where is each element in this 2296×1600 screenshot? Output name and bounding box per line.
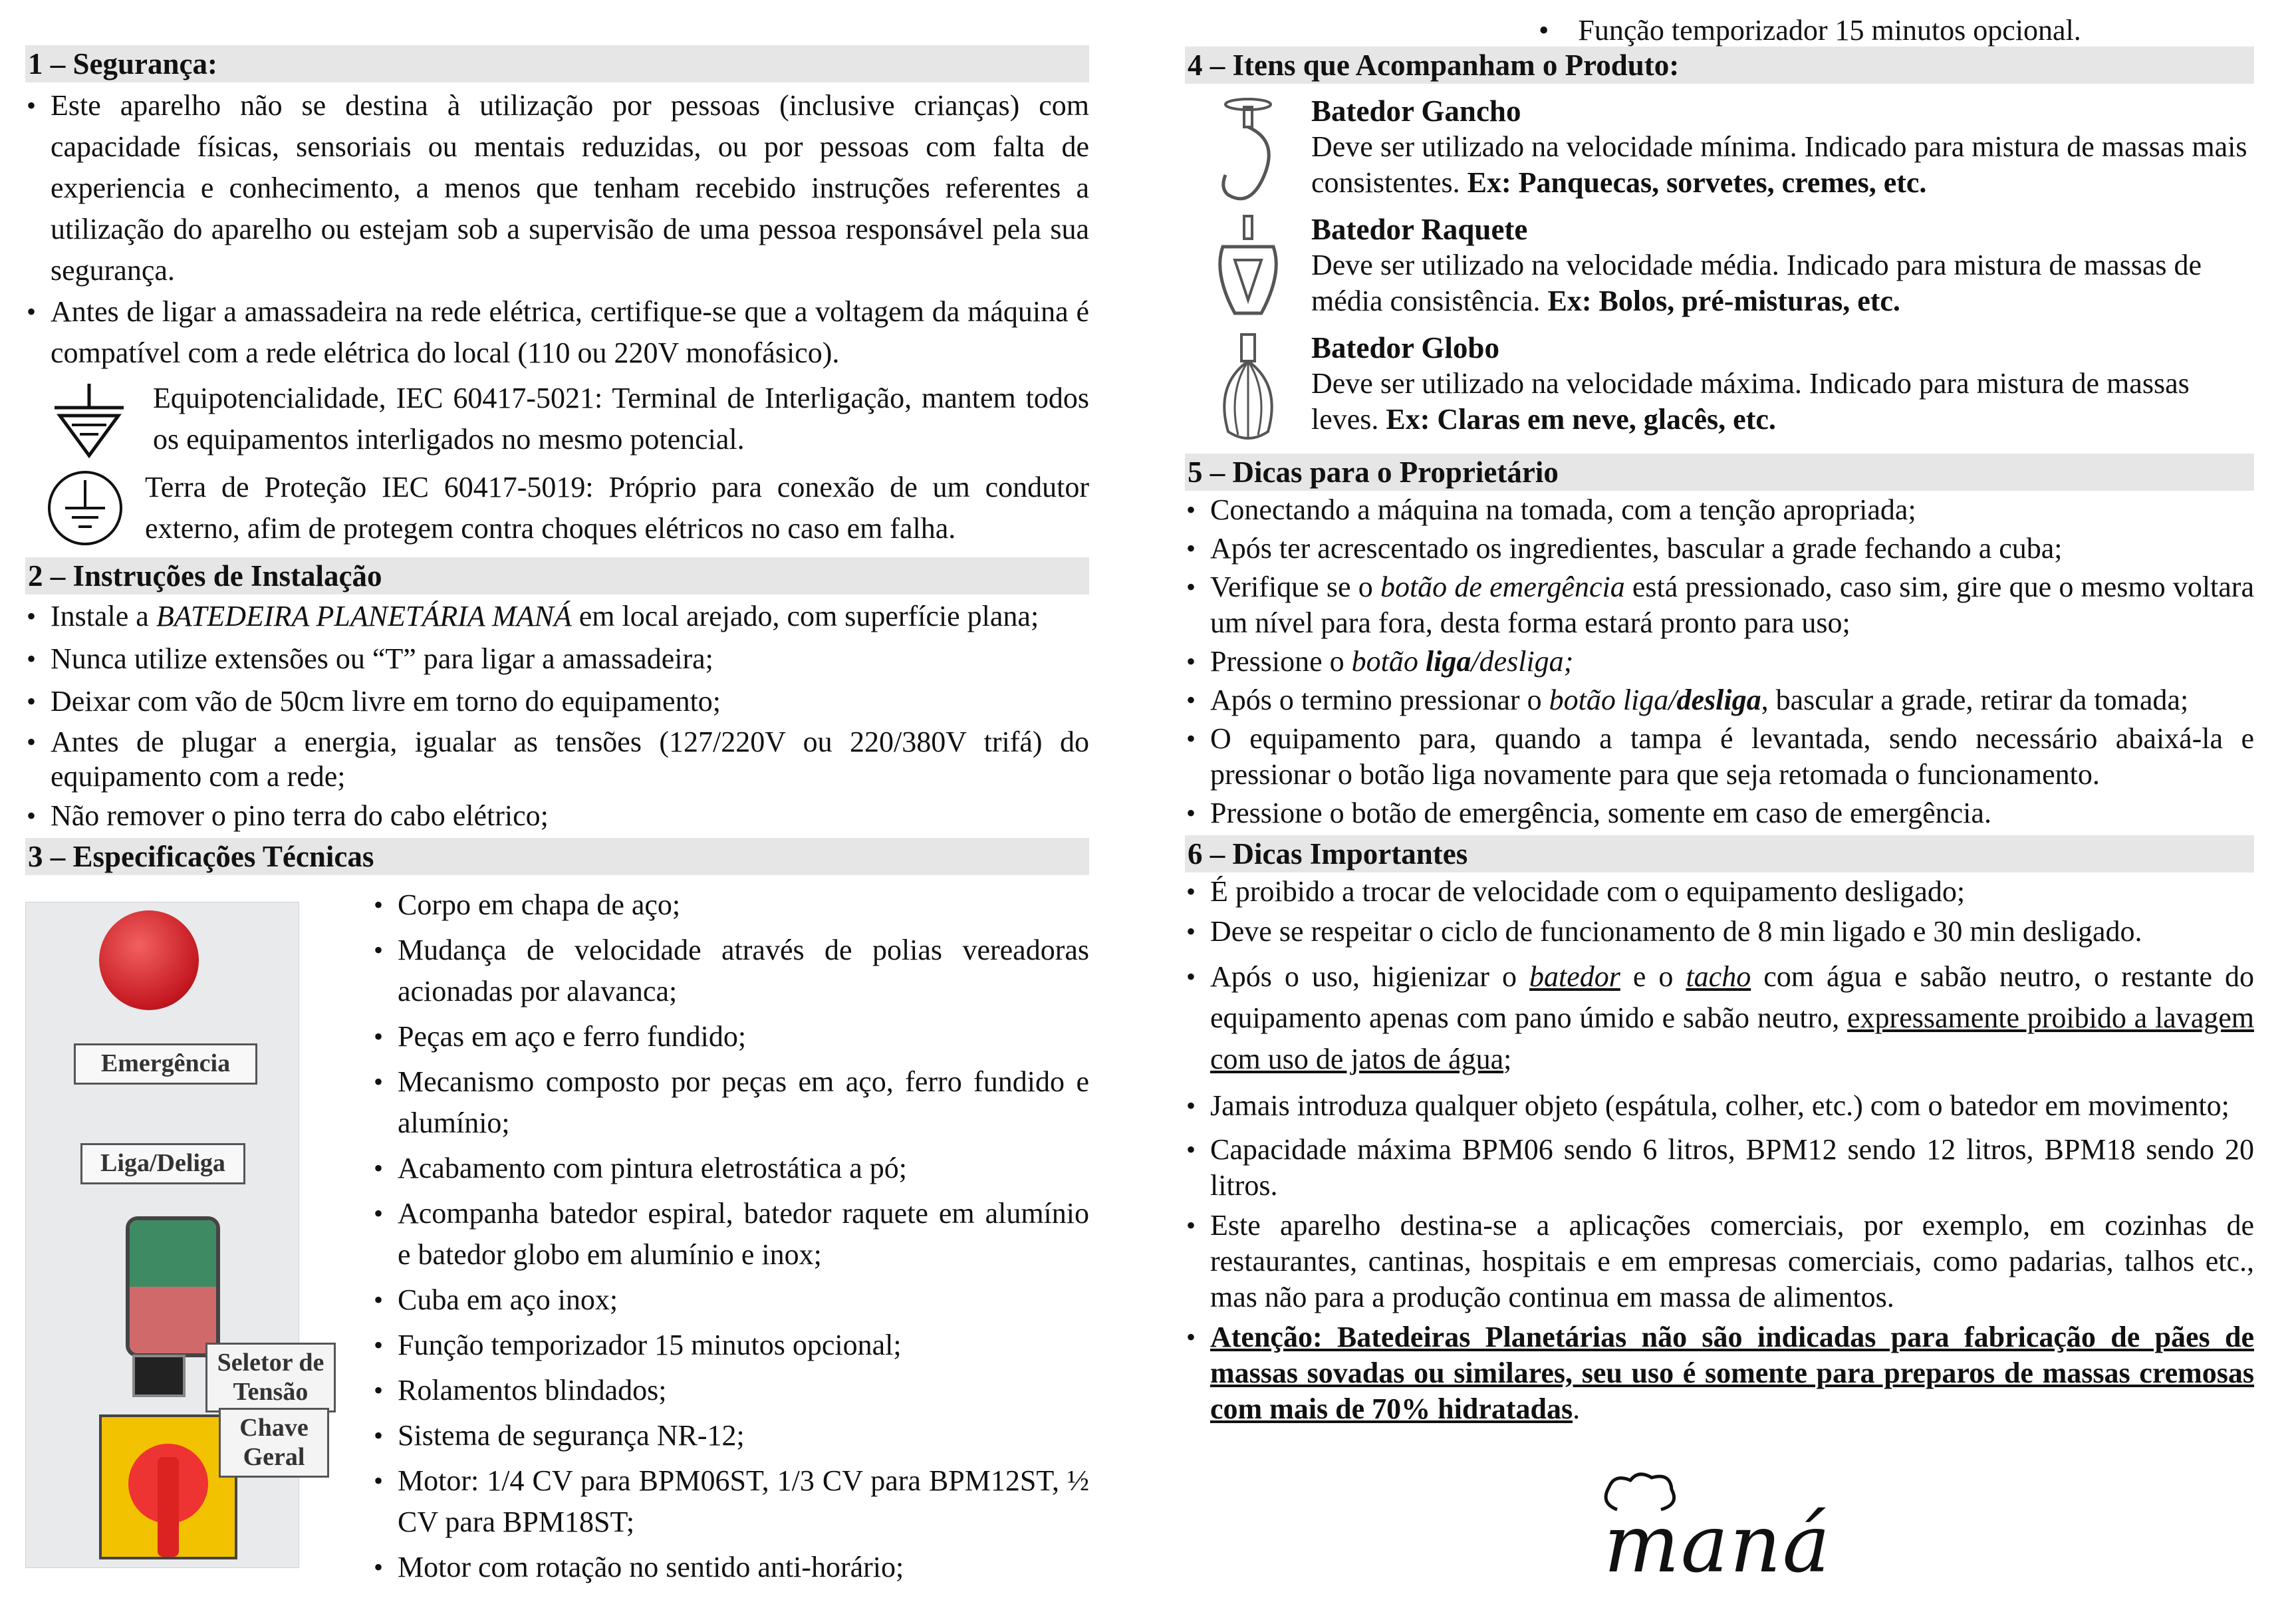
tip-3: • Verifique se o botão de emergência está pressionado, caso sim, gire que o mesmo voltara um nível para fora, desta forma estará pronto para uso; (1185, 569, 2254, 641)
label-emergencia: Emergência (74, 1043, 257, 1085)
timer-option-note: • Função temporizador 15 minutos opcional. (1539, 14, 2081, 47)
item-globo-name: Batedor Globo (1311, 331, 1499, 364)
install-item-2: • Nunca utilize extensões ou “T” para ligar a amassadeira; (25, 640, 1089, 678)
on-off-button (126, 1216, 220, 1357)
spec-item: • Motor: 1/4 CV para BPM06ST, 1/3 CV para BPM12ST, ½ CV para BPM18ST; (372, 1460, 1089, 1543)
important-4: • Jamais introduza qualquer objeto (espátula, colher, etc.) com o batedor em movimento; (1185, 1085, 2254, 1127)
spec-item: • Mecanismo composto por peças em aço, ferro fundido e alumínio; (372, 1061, 1089, 1144)
label-seletor-tensao: Seletor de Tensão (205, 1343, 336, 1412)
install-item-5: • Não remover o pino terra do cabo elétrico; (25, 797, 1089, 835)
emergency-stop-button (99, 910, 199, 1010)
install-item-1: • Instale a BATEDEIRA PLANETÁRIA MANÁ em local arejado, com superfície plana; (25, 597, 1089, 636)
important-6: • Este aparelho destina-se a aplicações comerciais, por exemplo, em cozinhas de restaurantes, cantinas, hospitais e em empresas comerciais, como padarias, talhos etc., mas não para a produção continua em massa de alimentos. (1185, 1208, 2254, 1315)
spec-item: • Peças em aço e ferro fundido; (372, 1016, 1089, 1057)
spec-item: • Rolamentos blindados; (372, 1370, 1089, 1411)
tip-7: • Pressione o botão de emergência, somente em caso de emergência. (1185, 795, 2254, 831)
section-3-header: 3 – Especificações Técnicas (25, 838, 1089, 875)
control-panel-photo (25, 902, 324, 1568)
item-globo-desc: Deve ser utilizado na velocidade máxima. Indicado para mistura de massas leves. Ex: Claras em neve, glacês, etc. (1311, 367, 2190, 436)
install-item-3: • Deixar com vão de 50cm livre em torno do equipamento; (25, 682, 1089, 721)
specs-list (372, 884, 1089, 1588)
tip-5: • Após o termino pressionar o botão liga/desliga, bascular a grade, retirar da tomada; (1185, 682, 2254, 718)
spec-item: • Mudança de velocidade através de polias vereadoras acionadas por alavanca; (372, 930, 1089, 1012)
spec-item: • Motor com rotação no sentido anti-horário; (372, 1547, 1089, 1588)
section-6-header: 6 – Dicas Importantes (1185, 835, 2254, 872)
tip-4: • Pressione o botão liga/desliga; (1185, 644, 2254, 680)
item-gancho (1185, 93, 2254, 210)
section-5-header: 5 – Dicas para o Proprietário (1185, 454, 2254, 491)
spec-item: • Sistema de segurança NR-12; (372, 1415, 1089, 1456)
equipotential-icon (25, 378, 153, 464)
mana-logo-text: maná (1604, 1498, 1832, 1591)
safety-item-2: • Antes de ligar a amassadeira na rede elétrica, certifique-se que a voltagem da máquina é compatível com a rede elétrica do local (110 ou 220V monofásico). (25, 291, 1089, 374)
spec-item: • Acabamento com pintura eletrostática a pó; (372, 1148, 1089, 1189)
spec-item: • Acompanha batedor espiral, batedor raquete em alumínio e batedor globo em alumínio e inox; (372, 1193, 1089, 1275)
main-switch (99, 1414, 237, 1559)
equipotential-text: Equipotencialidade, IEC 60417-5021: Terminal de Interligação, mantem todos os equipamentos interligados no mesmo potencial. (153, 382, 1089, 456)
right-column (1185, 0, 2255, 1591)
item-raquete-name: Batedor Raquete (1311, 213, 1528, 246)
item-gancho-desc: Deve ser utilizado na velocidade mínima. Indicado para mistura de massas mais consistentes. Ex: Panquecas, sorvetes, cremes, etc. (1311, 130, 2247, 199)
item-gancho-name: Batedor Gancho (1311, 94, 1521, 128)
spec-item: • Corpo em chapa de aço; (372, 884, 1089, 926)
item-globo (1185, 330, 2254, 447)
label-chave-geral: Chave Geral (219, 1408, 329, 1478)
spec-item: • Cuba em aço inox; (372, 1279, 1089, 1321)
flat-beater-icon (1185, 211, 1311, 329)
section-4-header: 4 – Itens que Acompanham o Produto: (1185, 47, 2254, 84)
important-1: • É proibido a trocar de velocidade com o equipamento desligado; (1185, 872, 2254, 911)
whisk-beater-icon (1185, 330, 1311, 447)
tip-1: • Conectando a máquina na tomada, com a tenção apropriada; (1185, 492, 2254, 528)
section-1-header: 1 – Segurança: (25, 45, 1089, 82)
left-column (25, 0, 1089, 1588)
protective-earth-text: Terra de Proteção IEC 60417-5019: Próprio para conexão de um condutor externo, afim de protegem contra choques elétricos no caso em falha. (145, 471, 1089, 545)
section-2-header: 2 – Instruções de Instalação (25, 557, 1089, 595)
important-2: • Deve se respeitar o ciclo de funcionamento de 8 min ligado e 30 min desligado. (1185, 912, 2254, 951)
tip-6: • O equipamento para, quando a tampa é levantada, sendo necessário abaixá-la e pressionar o botão liga novamente para que seja retomada o funcionamento. (1185, 721, 2254, 793)
item-raquete-desc: Deve ser utilizado na velocidade média. Indicado para mistura de massas de média consistência. Ex: Bolos, pré-misturas, etc. (1311, 249, 2202, 317)
mana-logo (1597, 1470, 1837, 1589)
voltage-selector-switch (132, 1355, 186, 1397)
hook-beater-icon (1185, 93, 1311, 210)
important-7: • Atenção: Batedeiras Planetárias não são indicadas para fabricação de pães de massas sovadas ou similares, seu uso é somente para preparos de massas cremosas com mais de 70% hidratadas. (1185, 1319, 2254, 1427)
important-3: • Após o uso, higienizar o batedor e o tacho com água e sabão neutro, o restante do equipamento apenas com pano úmido e sabão neutro, expressamente proibido a lavagem com uso de jatos de água; (1185, 956, 2254, 1080)
spec-item: • Função temporizador 15 minutos opcional; (372, 1325, 1089, 1366)
tip-2: • Após ter acrescentado os ingredientes, bascular a grade fechando a cuba; (1185, 531, 2254, 567)
install-item-4: • Antes de plugar a energia, igualar as tensões (127/220V ou 220/380V trifá) do equipamento com a rede; (25, 725, 1089, 794)
important-5: • Capacidade máxima BPM06 sendo 6 litros, BPM12 sendo 12 litros, BPM18 sendo 20 litros. (1185, 1132, 2254, 1204)
label-liga-deliga: Liga/Deliga (80, 1143, 245, 1184)
item-raquete (1185, 211, 2254, 329)
safety-item-1: • Este aparelho não se destina à utilização por pessoas (inclusive crianças) com capacidade físicas, sensoriais ou mentais reduzidas, ou por pessoas com falta de experiencia e conhecimento, a menos que tenham recebido instruções referentes a utilização do aparelho ou estejam sob a supervisão de uma pessoa responsável pela sua segurança. (25, 85, 1089, 291)
protective-earth-icon (25, 467, 145, 549)
